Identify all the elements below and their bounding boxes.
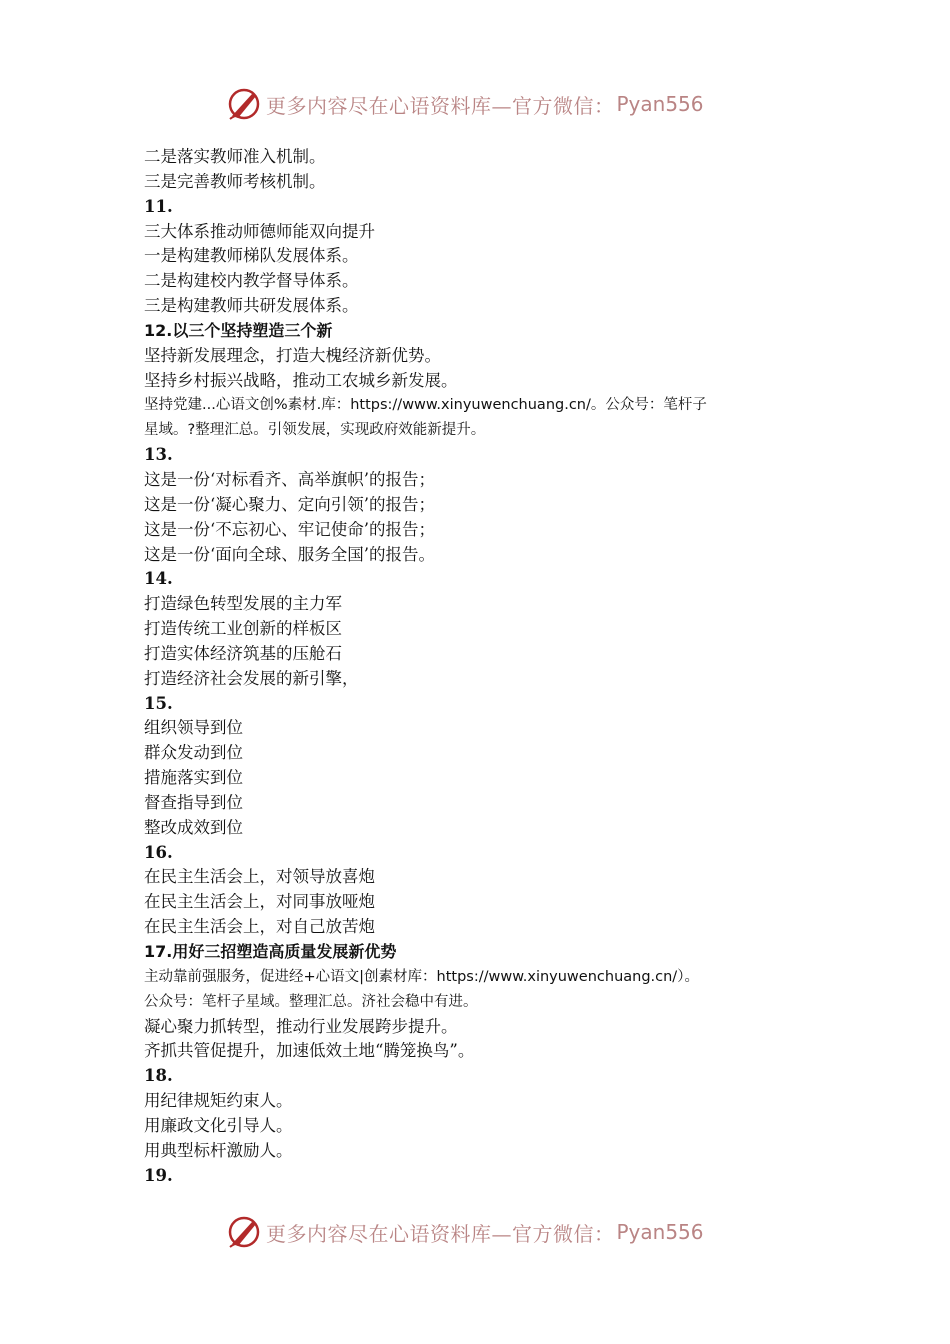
- text-line: 用纪律规矩约束人。: [144, 1091, 293, 1111]
- wechat-id: Pyan556: [616, 92, 704, 116]
- text-line: 打造经济社会发展的新引擎，: [144, 668, 359, 688]
- wechat-id: Pyan556: [616, 1220, 704, 1244]
- text-line: 在民主生活会上，对领导放喜炮: [144, 867, 375, 887]
- text-line: 主动靠前强服务，促进经+心语文|创素材库：https://www.xinyuwenchuang.cn/）。: [144, 968, 699, 985]
- text-line: 打造传统工业创新的样板区: [144, 619, 342, 639]
- item-number: 19.: [144, 1165, 173, 1185]
- document-body: [144, 145, 824, 1188]
- text-line: 这是一份‘面向全球、服务全国’的报告。: [144, 544, 435, 564]
- text-line: 这是一份‘凝心聚力、定向引领’的报告；: [144, 494, 435, 514]
- text-line: 一是构建教师梯队发展体系。: [144, 246, 359, 266]
- text-line: 这是一份‘不忘初心、牢记使命’的报告；: [144, 519, 435, 539]
- text-line: 凝心聚力抓转型，推动行业发展跨步提升。: [144, 1016, 458, 1036]
- item-number: 15.: [144, 693, 173, 713]
- banner-text: 更多内容尽在心语资料库—官方微信：: [266, 93, 615, 118]
- item-number: 14.: [144, 569, 173, 589]
- item-number: 16.: [144, 842, 173, 862]
- text-line: 督查指导到位: [144, 792, 243, 812]
- text-line: 三是完善教师考核机制。: [144, 171, 326, 191]
- item-number: 11.: [144, 196, 173, 216]
- text-line: 三是构建教师共研发展体系。: [144, 296, 359, 316]
- text-line: 齐抓共管促提升，加速低效土地“腾笼换鸟”。: [144, 1041, 475, 1061]
- header-banner: [0, 80, 950, 128]
- text-line: 二是落实教师准入机制。: [144, 147, 326, 166]
- item-number: 13.: [144, 445, 173, 465]
- text-line: 公众号：笔杆子星域。整理汇总。济社会稳中有进。: [144, 993, 478, 1010]
- text-line: 这是一份‘对标看齐、高举旗帜’的报告；: [144, 469, 435, 489]
- text-line: 用廉政文化引导人。: [144, 1115, 293, 1135]
- text-line: 坚持新发展理念，打造大槐经济新优势。: [144, 345, 441, 365]
- text-line: 在民主生活会上，对自己放苦炮: [144, 917, 375, 937]
- text-line: 措施落实到位: [144, 768, 243, 788]
- section-heading: 17.用好三招塑造高质量发展新优势: [144, 942, 397, 961]
- footer-banner: [0, 1208, 950, 1256]
- section-heading: 12.以三个坚持塑造三个新: [144, 320, 333, 340]
- pen-logo-icon: [226, 1214, 262, 1250]
- text-line: 三大体系推动师德师能双向提升: [144, 221, 375, 241]
- pen-logo-icon: [226, 86, 262, 122]
- text-line: 坚持党建...心语文创%素材.库：https://www.xinyuwenchuang.cn/。公众号：笔杆子: [144, 397, 707, 414]
- text-line: 整改成效到位: [144, 817, 243, 837]
- text-line: 在民主生活会上，对同事放哑炮: [144, 892, 375, 912]
- text-line: 坚持乡村振兴战略，推动工农城乡新发展。: [144, 370, 458, 390]
- text-line: 打造绿色转型发展的主力军: [144, 594, 342, 614]
- banner-text: 更多内容尽在心语资料库—官方微信：: [266, 1221, 615, 1246]
- item-number: 18.: [144, 1066, 173, 1086]
- text-line: 用典型标杆激励人。: [144, 1140, 293, 1160]
- text-line: 打造实体经济筑基的压舱石: [144, 643, 342, 663]
- text-line: 二是构建校内教学督导体系。: [144, 271, 359, 291]
- text-line: 星域。?整理汇总。引领发展，实现政府效能新提升。: [144, 422, 486, 439]
- text-line: 组织领导到位: [144, 718, 243, 738]
- text-line: 群众发动到位: [144, 743, 243, 763]
